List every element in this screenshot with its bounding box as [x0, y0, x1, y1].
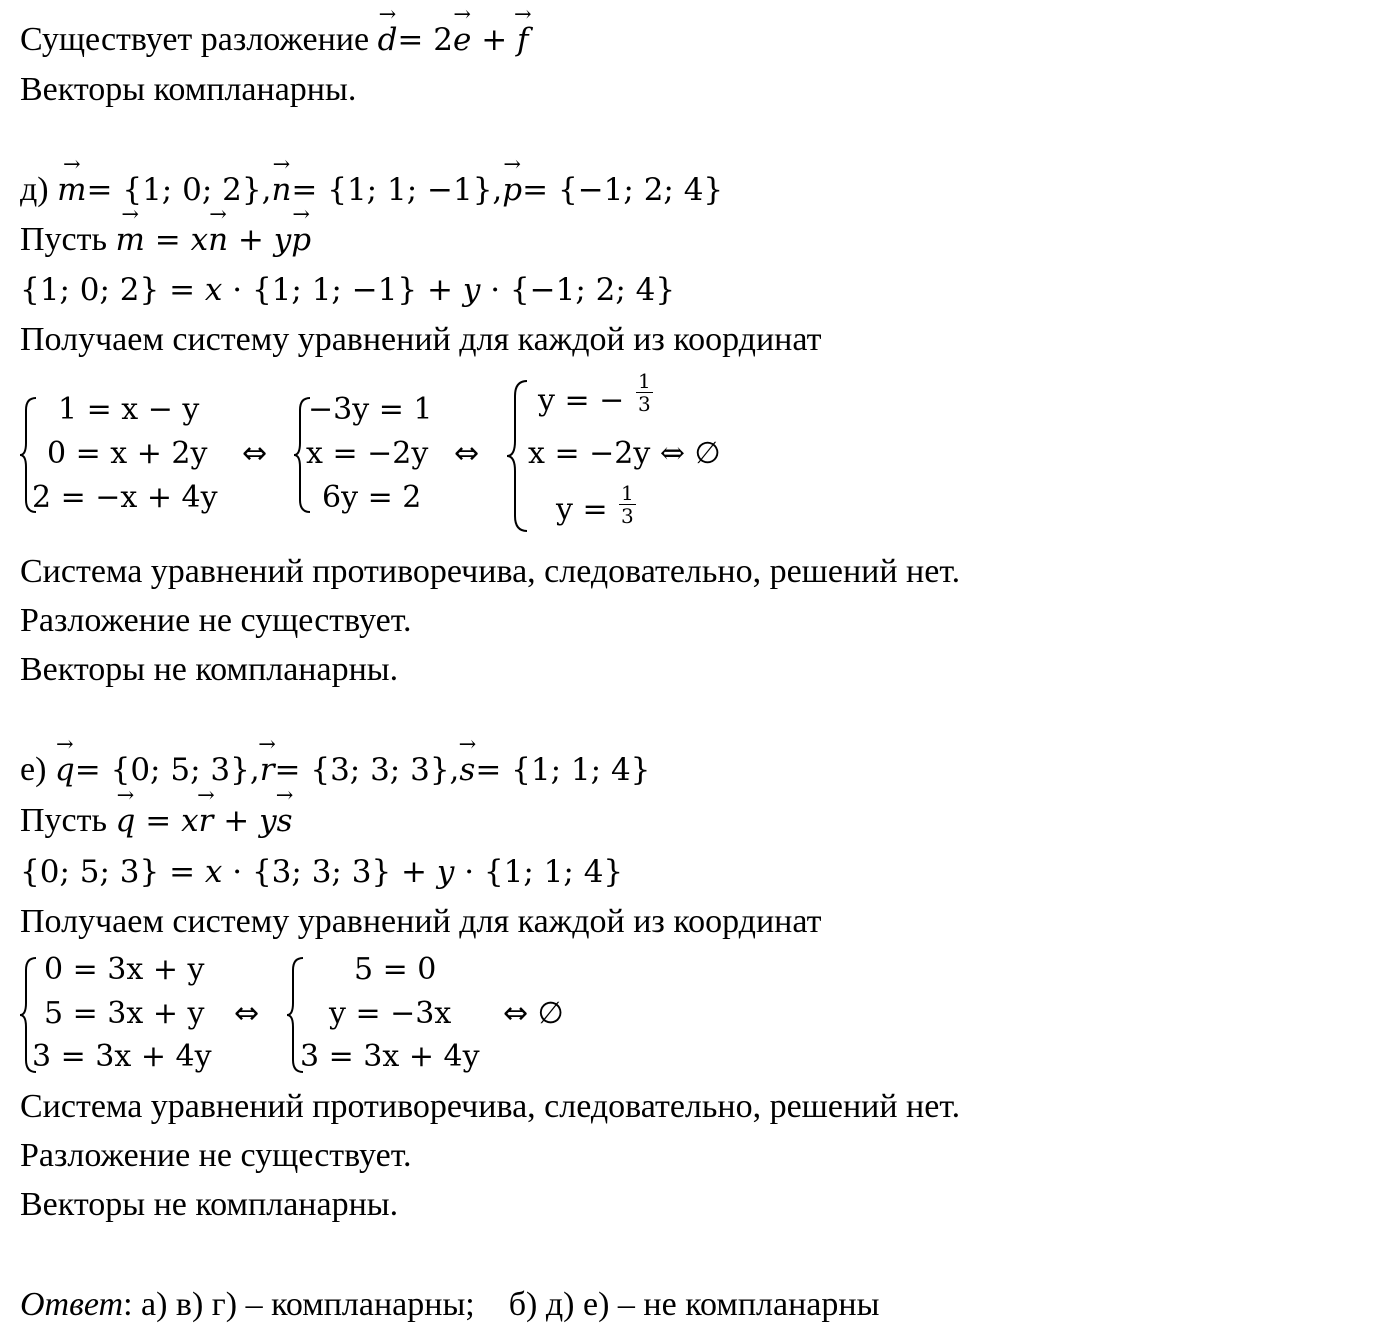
vector-r: → r	[199, 801, 214, 841]
part-d-conclusion-2: Разложение не существует.	[20, 602, 412, 639]
answer-line	[20, 1285, 879, 1325]
part-e-conclusion-1: Система уравнений противоречива, следовательно, решений нет.	[20, 1088, 961, 1125]
iff-symbol: ⇔	[242, 436, 268, 471]
iff-symbol: ⇔	[234, 996, 260, 1031]
vector-m: → m	[57, 170, 86, 210]
part-d-conclusion-1: Система уравнений противоречива, следовательно, решений нет.	[20, 553, 961, 590]
vector-r: → r	[260, 750, 275, 790]
equation: 5 = 0	[354, 952, 437, 987]
part-d-definition: д) → m= {1; 0; 2},→ n= {1; 1; −1},→ p= {−1; 2; 4}	[20, 170, 723, 210]
vector-f: → f	[517, 20, 528, 60]
part-e-let: Пусть → q = x→ r + y→ s	[20, 801, 293, 841]
vector-e: → e	[453, 20, 471, 60]
vector-q: → q	[116, 801, 136, 841]
empty-set-result: ⇔ ∅	[503, 996, 564, 1031]
equation: x = −2y	[306, 436, 429, 471]
part-e-conclusion-2: Разложение не существует.	[20, 1137, 412, 1174]
vector-p: → p	[291, 220, 311, 260]
fraction-one-third: $\frac{1}{3}$	[621, 481, 634, 528]
equation: 2 = −x + 4y	[32, 480, 218, 515]
iff-symbol: ⇔	[454, 436, 480, 471]
vector-n: → n	[208, 220, 228, 260]
answer-label: Ответ	[20, 1286, 124, 1323]
vector-n: → n	[271, 170, 291, 210]
equation: y =	[556, 492, 608, 527]
equation: 5 = 3x + y	[44, 996, 205, 1031]
part-e-conclusion-3: Векторы не компланарны.	[20, 1186, 399, 1223]
equation: 6y = 2	[322, 480, 422, 515]
vector-s: → s	[277, 801, 293, 841]
coplanar-line: Векторы компланарны.	[20, 71, 357, 108]
part-d-intro: Получаем систему уравнений для каждой из координат	[20, 321, 822, 358]
equation: 0 = x + 2y	[47, 436, 208, 471]
fraction-one-third: $\frac{1}{3}$	[638, 369, 651, 416]
equation: x = −2y ⇔ ∅	[528, 436, 721, 471]
expansion-line: Существует разложение → d= 2→ e + → f	[20, 20, 529, 60]
equation: 1 = x − y	[58, 392, 200, 427]
vector-m: → m	[116, 220, 145, 260]
part-d-coords: {1; 0; 2} = x · {1; 1; −1} + y · {−1; 2; 4}	[20, 272, 676, 308]
part-e-coords: {0; 5; 3} = x · {3; 3; 3} + y · {1; 1; 4}	[20, 854, 624, 890]
part-e-definition: е) → q= {0; 5; 3},→ r= {3; 3; 3},→ s= {1; 1; 4}	[20, 750, 650, 790]
vector-s: → s	[459, 750, 475, 790]
equation: 0 = 3x + y	[44, 952, 205, 987]
equation: 3 = 3x + 4y	[32, 1039, 212, 1074]
part-d-conclusion-3: Векторы не компланарны.	[20, 651, 399, 688]
part-d-let: Пусть → m = x→ n + y→ p	[20, 220, 311, 260]
vector-q: → q	[55, 750, 75, 790]
part-e-intro: Получаем систему уравнений для каждой из координат	[20, 903, 822, 940]
answer-text: : а) в) г) – компланарны; б) д) е) – не компланарны	[123, 1286, 880, 1323]
equation: 3 = 3x + 4y	[300, 1039, 480, 1074]
equation: y = −	[538, 383, 625, 418]
vector-d: → d	[378, 20, 398, 60]
vector-p: → p	[502, 170, 522, 210]
equation: y = −3x	[329, 996, 452, 1031]
equation: −3y = 1	[308, 392, 433, 427]
